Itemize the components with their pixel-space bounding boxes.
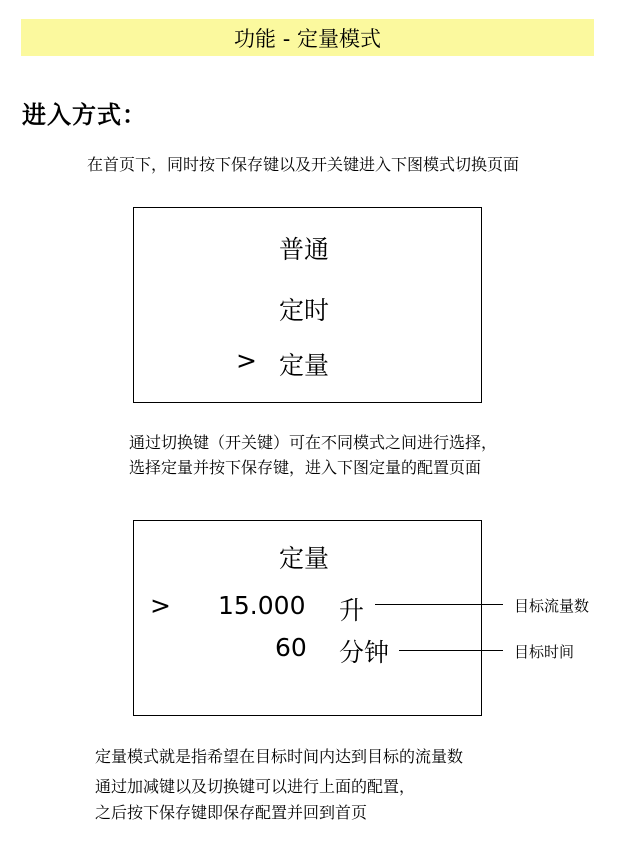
page-title: 功能 - 定量模式 <box>234 26 381 51</box>
footer-line1: 定量模式就是指希望在目标时间内达到目标的流量数 <box>95 747 464 766</box>
time-callout-label: 目标时间 <box>514 643 575 661</box>
section-heading: 进入方式： <box>22 101 147 129</box>
flow-callout-line <box>375 604 503 605</box>
footer-line2: 通过加减键以及切换键可以进行上面的配置， <box>95 777 416 796</box>
config-title: 定量 <box>279 544 330 573</box>
intro-text: 在首页下，同时按下保存键以及开关键进入下图模式切换页面 <box>87 155 520 174</box>
time-unit: 分钟 <box>339 638 390 667</box>
time-callout-line <box>399 650 503 651</box>
footer-line3: 之后按下保存键即保存配置并回到首页 <box>95 803 368 822</box>
time-value: 60 <box>275 633 307 662</box>
flow-callout-label: 目标流量数 <box>514 597 590 615</box>
mode-select-screen <box>133 207 482 403</box>
cursor-icon: > <box>236 346 257 375</box>
flow-unit: 升 <box>339 596 365 625</box>
quantity-config-screen <box>133 520 482 716</box>
mode-note-line1: 通过切换键（开关键）可在不同模式之间进行选择， <box>129 433 498 452</box>
cursor-icon: > <box>150 591 171 620</box>
mode-item-quantity: 定量 <box>279 351 330 380</box>
mode-item-timer: 定时 <box>279 296 330 325</box>
mode-item-normal: 普通 <box>279 235 330 264</box>
flow-value: 15.000 <box>218 591 306 620</box>
mode-note-line2: 选择定量并按下保存键，进入下图定量的配置页面 <box>129 458 482 477</box>
page-title-banner <box>21 19 594 56</box>
